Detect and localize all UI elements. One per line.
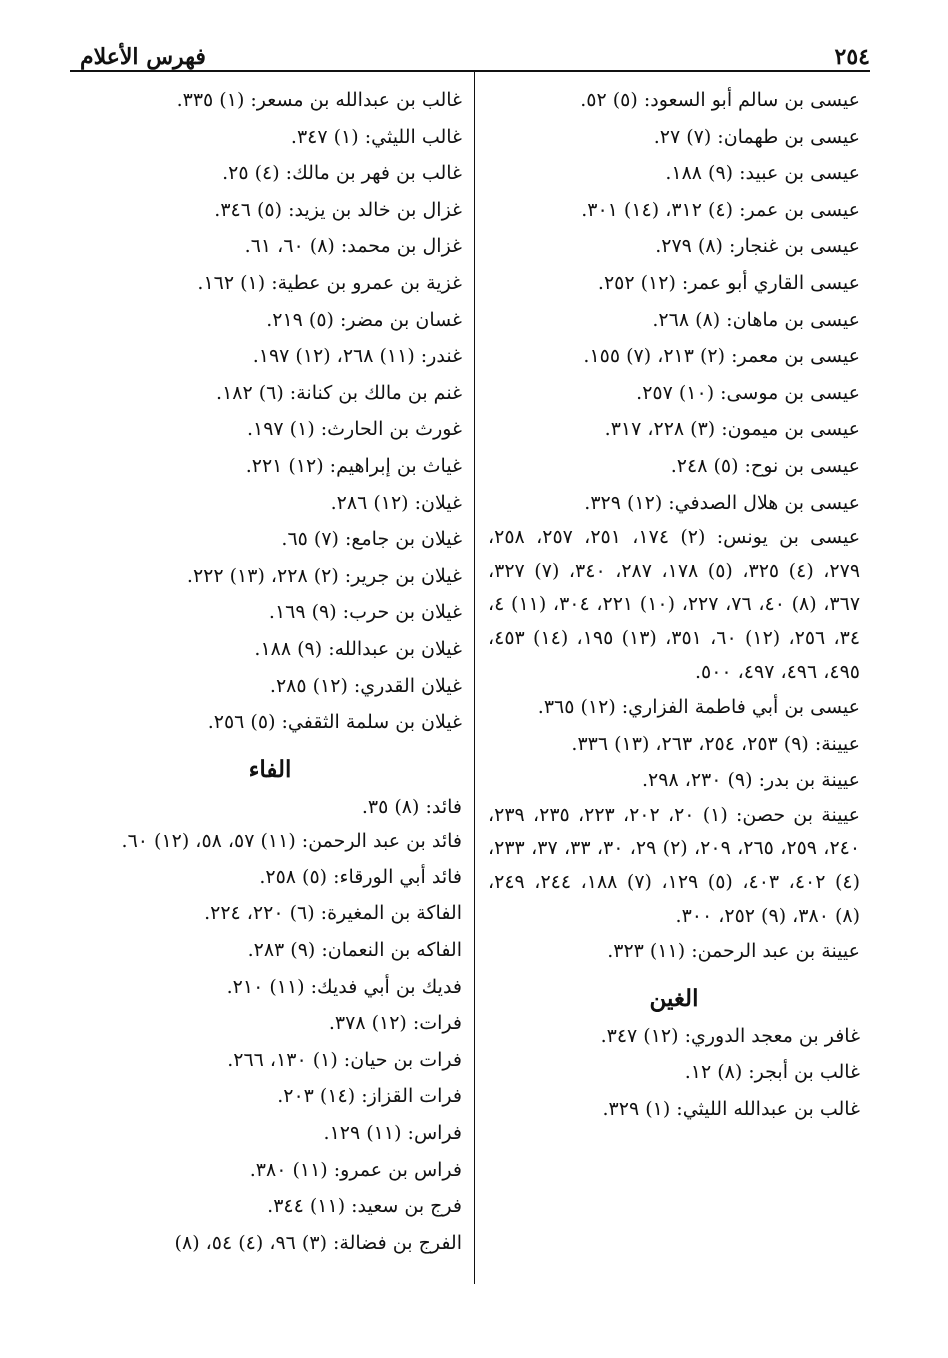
index-entry: عيسى بن طهمان: (٧) ٢٧. <box>653 125 860 148</box>
index-entry: فديك بن أبي فديك: (١١) ٢١٠. <box>226 975 462 998</box>
index-entry: عيسى بن ميمون: (٣) ٢٢٨، ٣١٧. <box>604 418 860 441</box>
index-entry: غيلان بن عبدالله: (٩) ١٨٨. <box>254 637 462 660</box>
index-entry: فرات بن حيان: (١) ١٣٠، ٢٦٦. <box>227 1048 462 1071</box>
index-entry: فراس: (١١) ١٢٩. <box>323 1122 462 1145</box>
index-entry: عيسى بن عمر: (٤) ٣١٢، (١٤) ٣٠١. <box>581 198 860 221</box>
index-entry: غالب بن عبدالله بن مسعر: (١) ٣٣٥. <box>176 89 462 111</box>
index-entry: فائد: (٨) ٣٥. <box>361 795 462 818</box>
index-entry: عيسى بن أبي فاطمة الفزاري: (١٢) ٣٦٥. <box>537 696 860 719</box>
index-entry: غالب بن فهر بن مالك: (٤) ٢٥. <box>222 162 462 185</box>
left-column <box>78 82 462 1261</box>
index-entry: عيينة بن حصن: (١) ٢٠، ٢٠٢، ٢٢٣، ٢٣٥، ٢٣٩، ٢٤٠، ٢٥٩، ٢٦٥، ٢٠٩، (٢) ٢٩، ٣٠، ٣٣، ٣٧، ٢٣٣، (٤) ٤٠٢، ٤٠٣، (٥) ١٢٩، (٧) ١٨٨، ٢٤٤، ٢٤٩، (٨) ٣٨٠، (٩) ٢٥٢، ٣٠٠. <box>488 803 861 927</box>
index-entry: عيسى بن هلال الصدفي: (١٢) ٣٢٩. <box>584 491 860 514</box>
index-entry: غندر: (١١) ٢٦٨، (١٢) ١٩٧. <box>252 345 462 368</box>
index-entry: عيسى بن غنجار: (٨) ٢٧٩. <box>655 235 860 258</box>
index-entry: فرج بن سعيد: (١١) ٣٤٤. <box>267 1195 462 1218</box>
index-entry: غزية بن عمرو بن عطية: (١) ١٦٢. <box>197 271 462 294</box>
page-number: ٢٥٤ <box>834 44 870 70</box>
index-entry: غورث بن الحارث: (١) ١٩٧. <box>246 418 462 441</box>
index-entry: عيسى بن سالم أبو السعود: (٥) ٥٢. <box>580 89 860 111</box>
index-entry: عيسى بن معمر: (٢) ٢١٣، (٧) ١٥٥. <box>583 345 860 368</box>
index-entry: الفاكه بن النعمان: (٩) ٢٨٣. <box>247 939 462 962</box>
index-entry: الفرج بن فضالة: (٣) ٩٦، (٤) ٥٤، (٨) <box>174 1231 462 1254</box>
index-entry: فائد أبي الورقاء: (٥) ٢٥٨. <box>259 865 462 888</box>
index-entry: غيلان القدري: (١٢) ٢٨٥. <box>269 674 462 697</box>
index-entry: فرات القزاز: (١٤) ٢٠٣. <box>277 1085 462 1108</box>
index-entry: غالب بن أبجر: (٨) ١٢. <box>684 1061 860 1084</box>
index-entry: الفاكة بن المغيرة: (٦) ٢٢٠، ٢٢٤. <box>204 902 462 925</box>
index-entry: غياث بن إبراهيم: (١٢) ٢٢١. <box>245 454 462 477</box>
index-entry: غالب الليثي: (١) ٣٤٧. <box>290 125 462 148</box>
index-entry: فراس بن عمرو: (١١) ٣٨٠. <box>249 1158 462 1181</box>
index-entry: عيينة بن بدر: (٩) ٢٣٠، ٢٩٨. <box>642 769 860 792</box>
index-entry: عيسى بن ماهان: (٨) ٢٦٨. <box>652 308 860 331</box>
index-entry: غسان بن مضر: (٥) ٢١٩. <box>266 308 462 331</box>
index-entry: غيلان: (١٢) ٢٨٦. <box>330 491 462 514</box>
header-rule <box>70 70 870 72</box>
index-entry: عيينة بن عبد الرحمن: (١١) ٣٢٣. <box>607 940 860 963</box>
index-entry: غزال بن محمد: (٨) ٦٠، ٦١. <box>244 235 462 258</box>
index-entry: غزال بن خالد بن يزيد: (٥) ٣٤٦. <box>214 198 462 221</box>
running-title: فهرس الأعلام <box>80 44 206 70</box>
index-entry: عيسى بن موسى: (١٠) ٢٥٧. <box>636 381 860 404</box>
index-entry: غنم بن مالك بن كنانة: (٦) ١٨٢. <box>216 381 462 404</box>
index-entry: غيلان بن حرب: (٩) ١٦٩. <box>268 601 462 624</box>
index-entry: عيسى بن يونس: (٢) ١٧٤، ٢٥١، ٢٥٧، ٢٥٨، ٢٧٩، (٤) ٣٢٥، (٥) ١٧٨، ٢٨٧، ٣٤٠، (٧) ٣٢٧، ٣٦٧، (٨) ٤٠، ٧٦، ٢٢٧، (١٠) ٢٢١، ٣٠٤، (١١) ٤، ٣٤، ٢٥٦، (١٢) ٦٠، ٣٥١، (١٣) ١٩٥، (١٤) ٤٥٣، ٤٩٥، ٤٩٦، ٤٩٧، ٥٠٠. <box>488 526 861 683</box>
index-entry: فائد بن عبد الرحمن: (١١) ٥٧، ٥٨، (١٢) ٦٠. <box>121 830 462 853</box>
index-entry: غالب بن عبدالله الليثي: (١) ٣٢٩. <box>602 1098 860 1121</box>
index-entry: عيسى القاري أبو عمر: (١٢) ٢٥٢. <box>597 271 860 294</box>
index-entry: فرات: (١٢) ٣٧٨. <box>328 1012 462 1035</box>
index-entry: غيلان بن سلمة الثقفي: (٥) ٢٥٦. <box>207 711 462 734</box>
right-column <box>488 82 860 1128</box>
index-entry: عيسى بن نوح: (٥) ٢٤٨. <box>670 454 860 477</box>
index-entry: غيلان بن جامع: (٧) ٦٥. <box>281 528 462 551</box>
section-heading: الغين <box>649 984 699 1012</box>
section-heading: الفاء <box>248 755 292 783</box>
index-entry: غافر بن معجد الدوري: (١٢) ٣٤٧. <box>600 1024 860 1047</box>
page-header <box>80 30 870 70</box>
column-divider <box>474 72 475 1284</box>
index-entry: غيلان بن جرير: (٢) ٢٢٨، (١٣) ٢٢٢. <box>186 564 462 587</box>
index-entry: عيينة: (٩) ٢٥٣، ٢٥٤، ٢٦٣، (١٣) ٣٣٦. <box>571 732 860 755</box>
index-entry: عيسى بن عبيد: (٩) ١٨٨. <box>665 162 860 185</box>
